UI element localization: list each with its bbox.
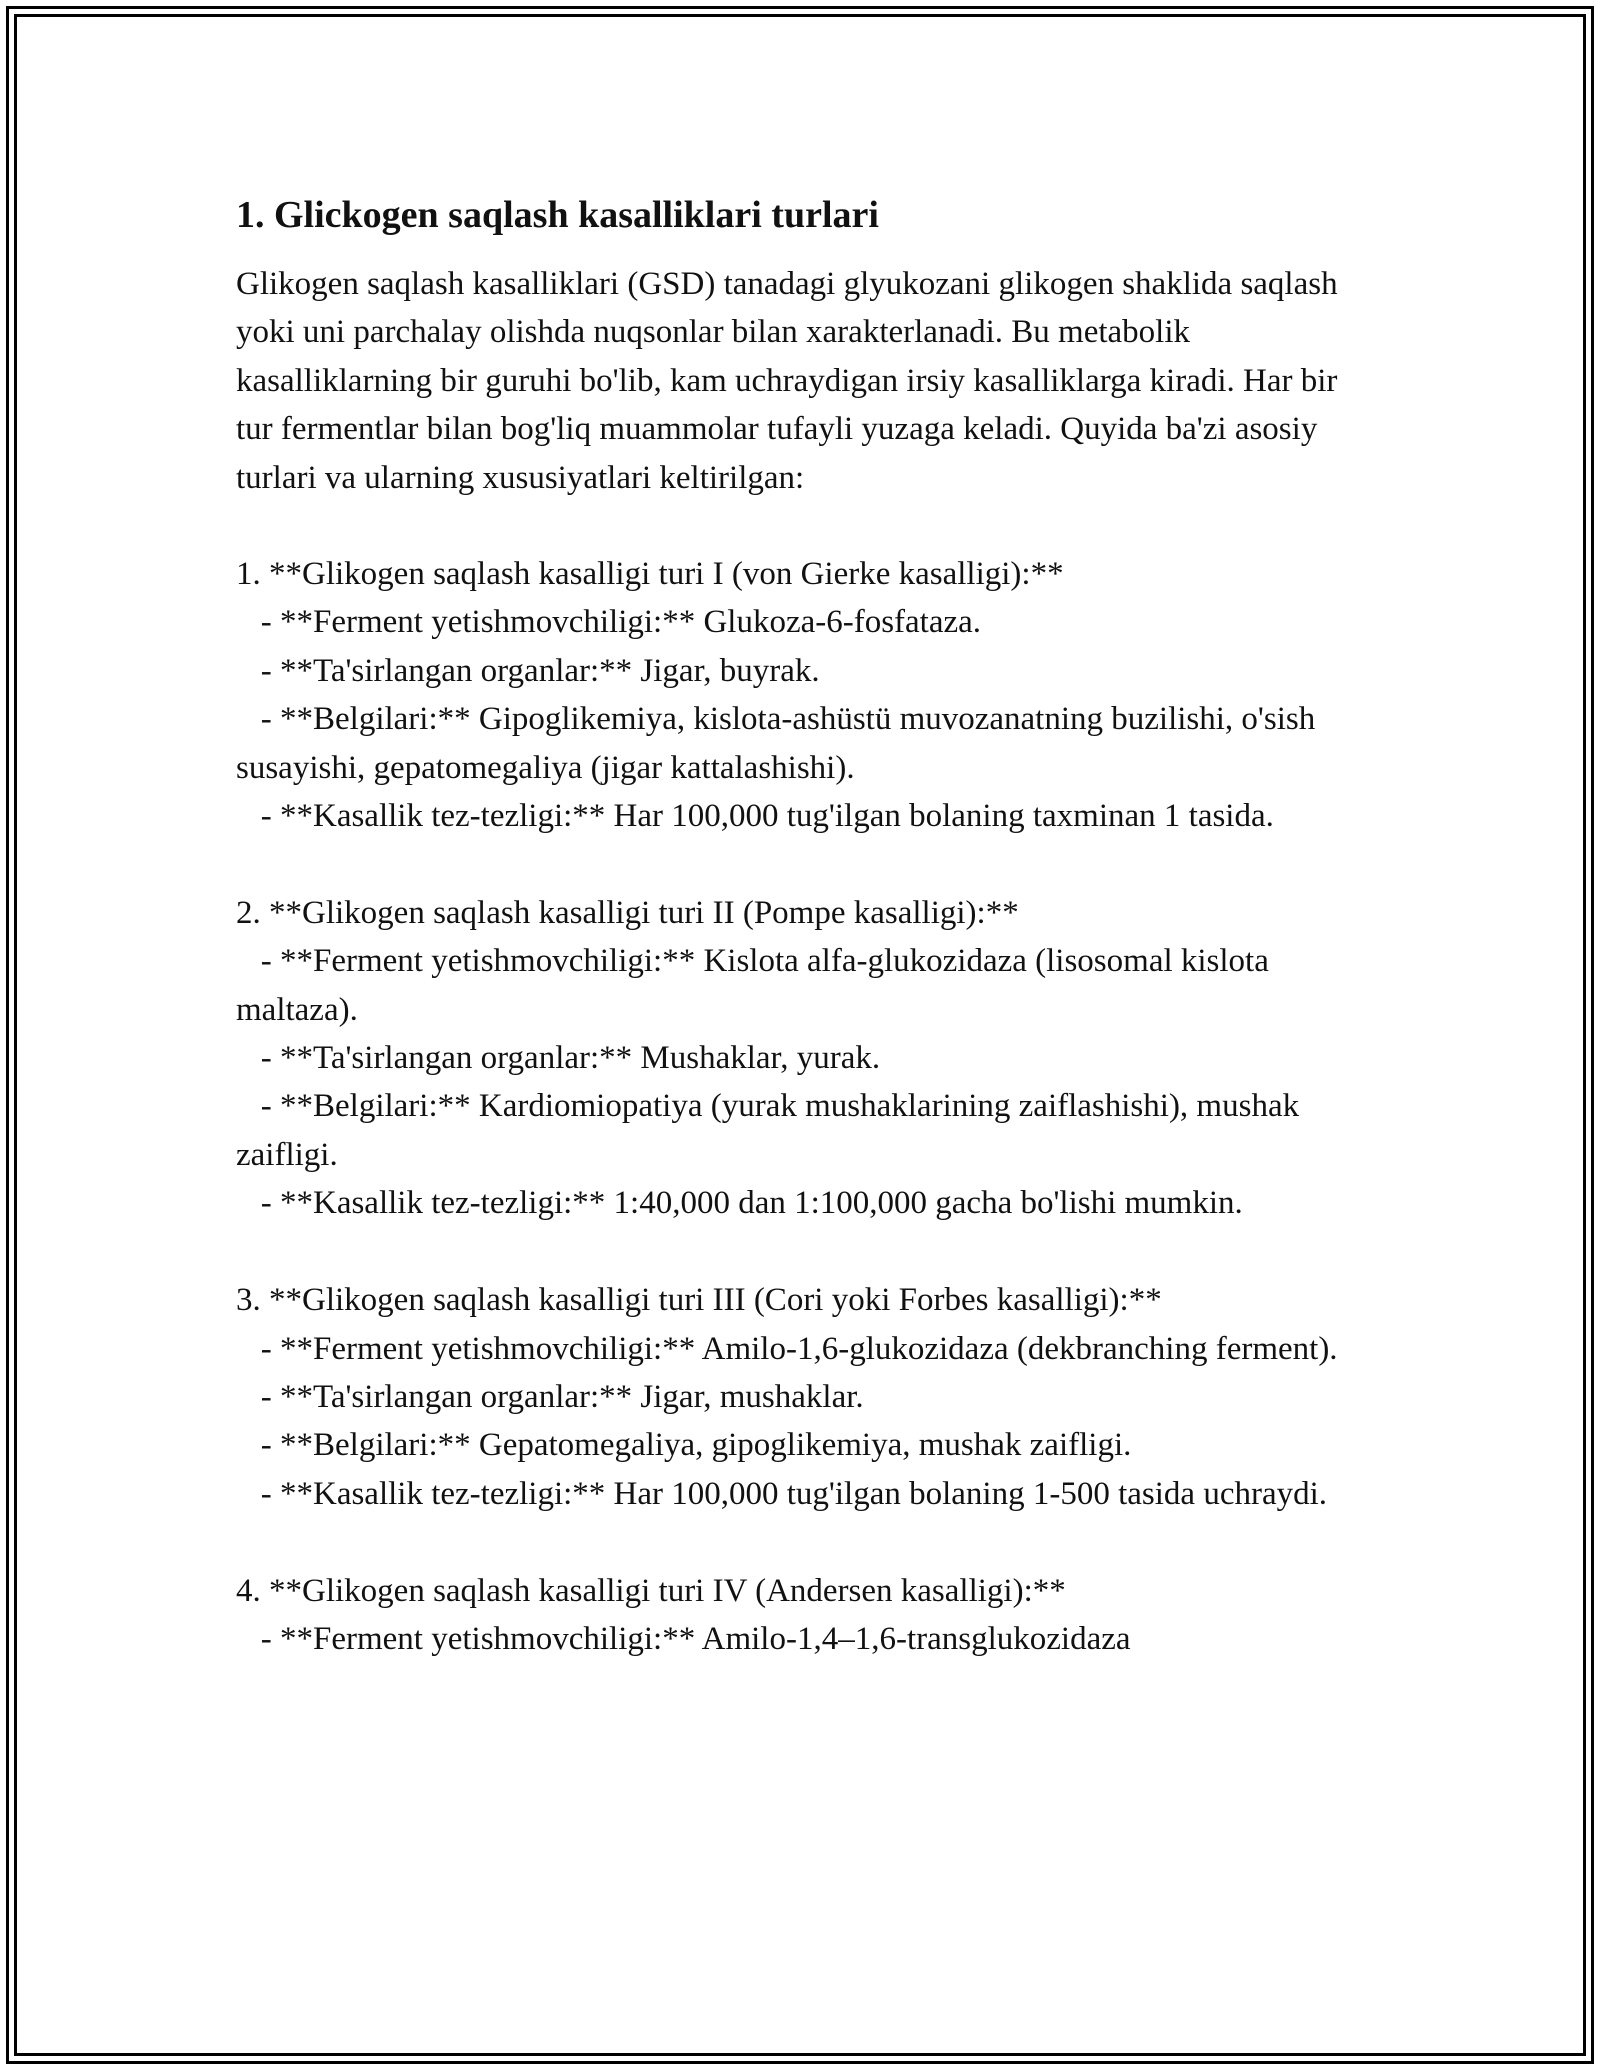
document-title: 1. Glickogen saqlash kasalliklari turlari <box>236 194 879 236</box>
section-type-3 <box>236 1276 1366 1518</box>
list-item: - **Kasallik tez-tezligi:** 1:40,000 dan 1:100,000 gacha bo'lishi mumkin. <box>260 1185 1243 1222</box>
list-item: - **Belgilari:** Gepatomegaliya, gipoglikemiya, mushak zaifligi. <box>260 1427 1132 1464</box>
section-heading: 3. **Glikogen saqlash kasalligi turi III (Cori yoki Forbes kasalligi):** <box>236 1282 1162 1319</box>
list-item: - **Ferment yetishmovchiligi:** Glukoza-6-fosfataza. <box>260 604 982 641</box>
section-type-2 <box>236 889 1366 1228</box>
list-item: - **Ta'sirlangan organlar:** Jigar, buyrak. <box>260 652 820 689</box>
document-page <box>236 186 1366 1712</box>
list-item: - **Ta'sirlangan organlar:** Jigar, mushaklar. <box>260 1378 864 1415</box>
list-item: - **Ferment yetishmovchiligi:** Amilo-1,4–1,6-transglukozidaza <box>260 1620 1131 1657</box>
section-type-4 <box>236 1567 1366 1664</box>
list-item: - **Belgilari:** Gipoglikemiya, kislota-ashüstü muvozanatning buzilishi, o'sish susayishi, gepatomegaliya (jigar kattalashishi). <box>236 701 1324 786</box>
list-item: - **Ferment yetishmovchiligi:** Amilo-1,6-glukozidaza (dekbranching ferment). <box>260 1330 1338 1367</box>
disease-type-list <box>236 550 1366 1663</box>
section-heading: 2. **Glikogen saqlash kasalligi turi II (Pompe kasalligi):** <box>236 894 1019 931</box>
list-item: - **Kasallik tez-tezligi:** Har 100,000 tug'ilgan bolaning 1-500 tasida uchraydi. <box>260 1475 1328 1512</box>
list-item: - **Ferment yetishmovchiligi:** Kislota alfa-glukozidaza (lisosomal kislota maltaza). <box>236 943 1278 1028</box>
intro-paragraph: Glikogen saqlash kasalliklari (GSD) tanadagi glyukozani glikogen shaklida saqlash yoki uni parchalay olishda nuqsonlar bilan xarakterlanadi. Bu metabolik kasalliklarning bir guruhi bo'lib, kam uchraydigan irsiy kasalliklarga kiradi. Har bir tur fermentlar bilan bog'liq muammolar tufayli yuzaga keladi. Quyida ba'zi asosiy turlari va ularning xususiyatlari keltirilgan: <box>236 266 1338 496</box>
list-item: - **Ta'sirlangan organlar:** Mushaklar, yurak. <box>260 1040 881 1077</box>
list-item: - **Belgilari:** Kardiomiopatiya (yurak mushaklarining zaiflashishi), mushak zaifligi. <box>236 1088 1308 1173</box>
section-heading: 4. **Glikogen saqlash kasalligi turi IV (Andersen kasalligi):** <box>236 1572 1066 1609</box>
section-heading: 1. **Glikogen saqlash kasalligi turi I (von Gierke kasalligi):** <box>236 556 1064 593</box>
list-item: - **Kasallik tez-tezligi:** Har 100,000 tug'ilgan bolaning taxminan 1 tasida. <box>260 798 1274 835</box>
section-type-1 <box>236 550 1366 840</box>
